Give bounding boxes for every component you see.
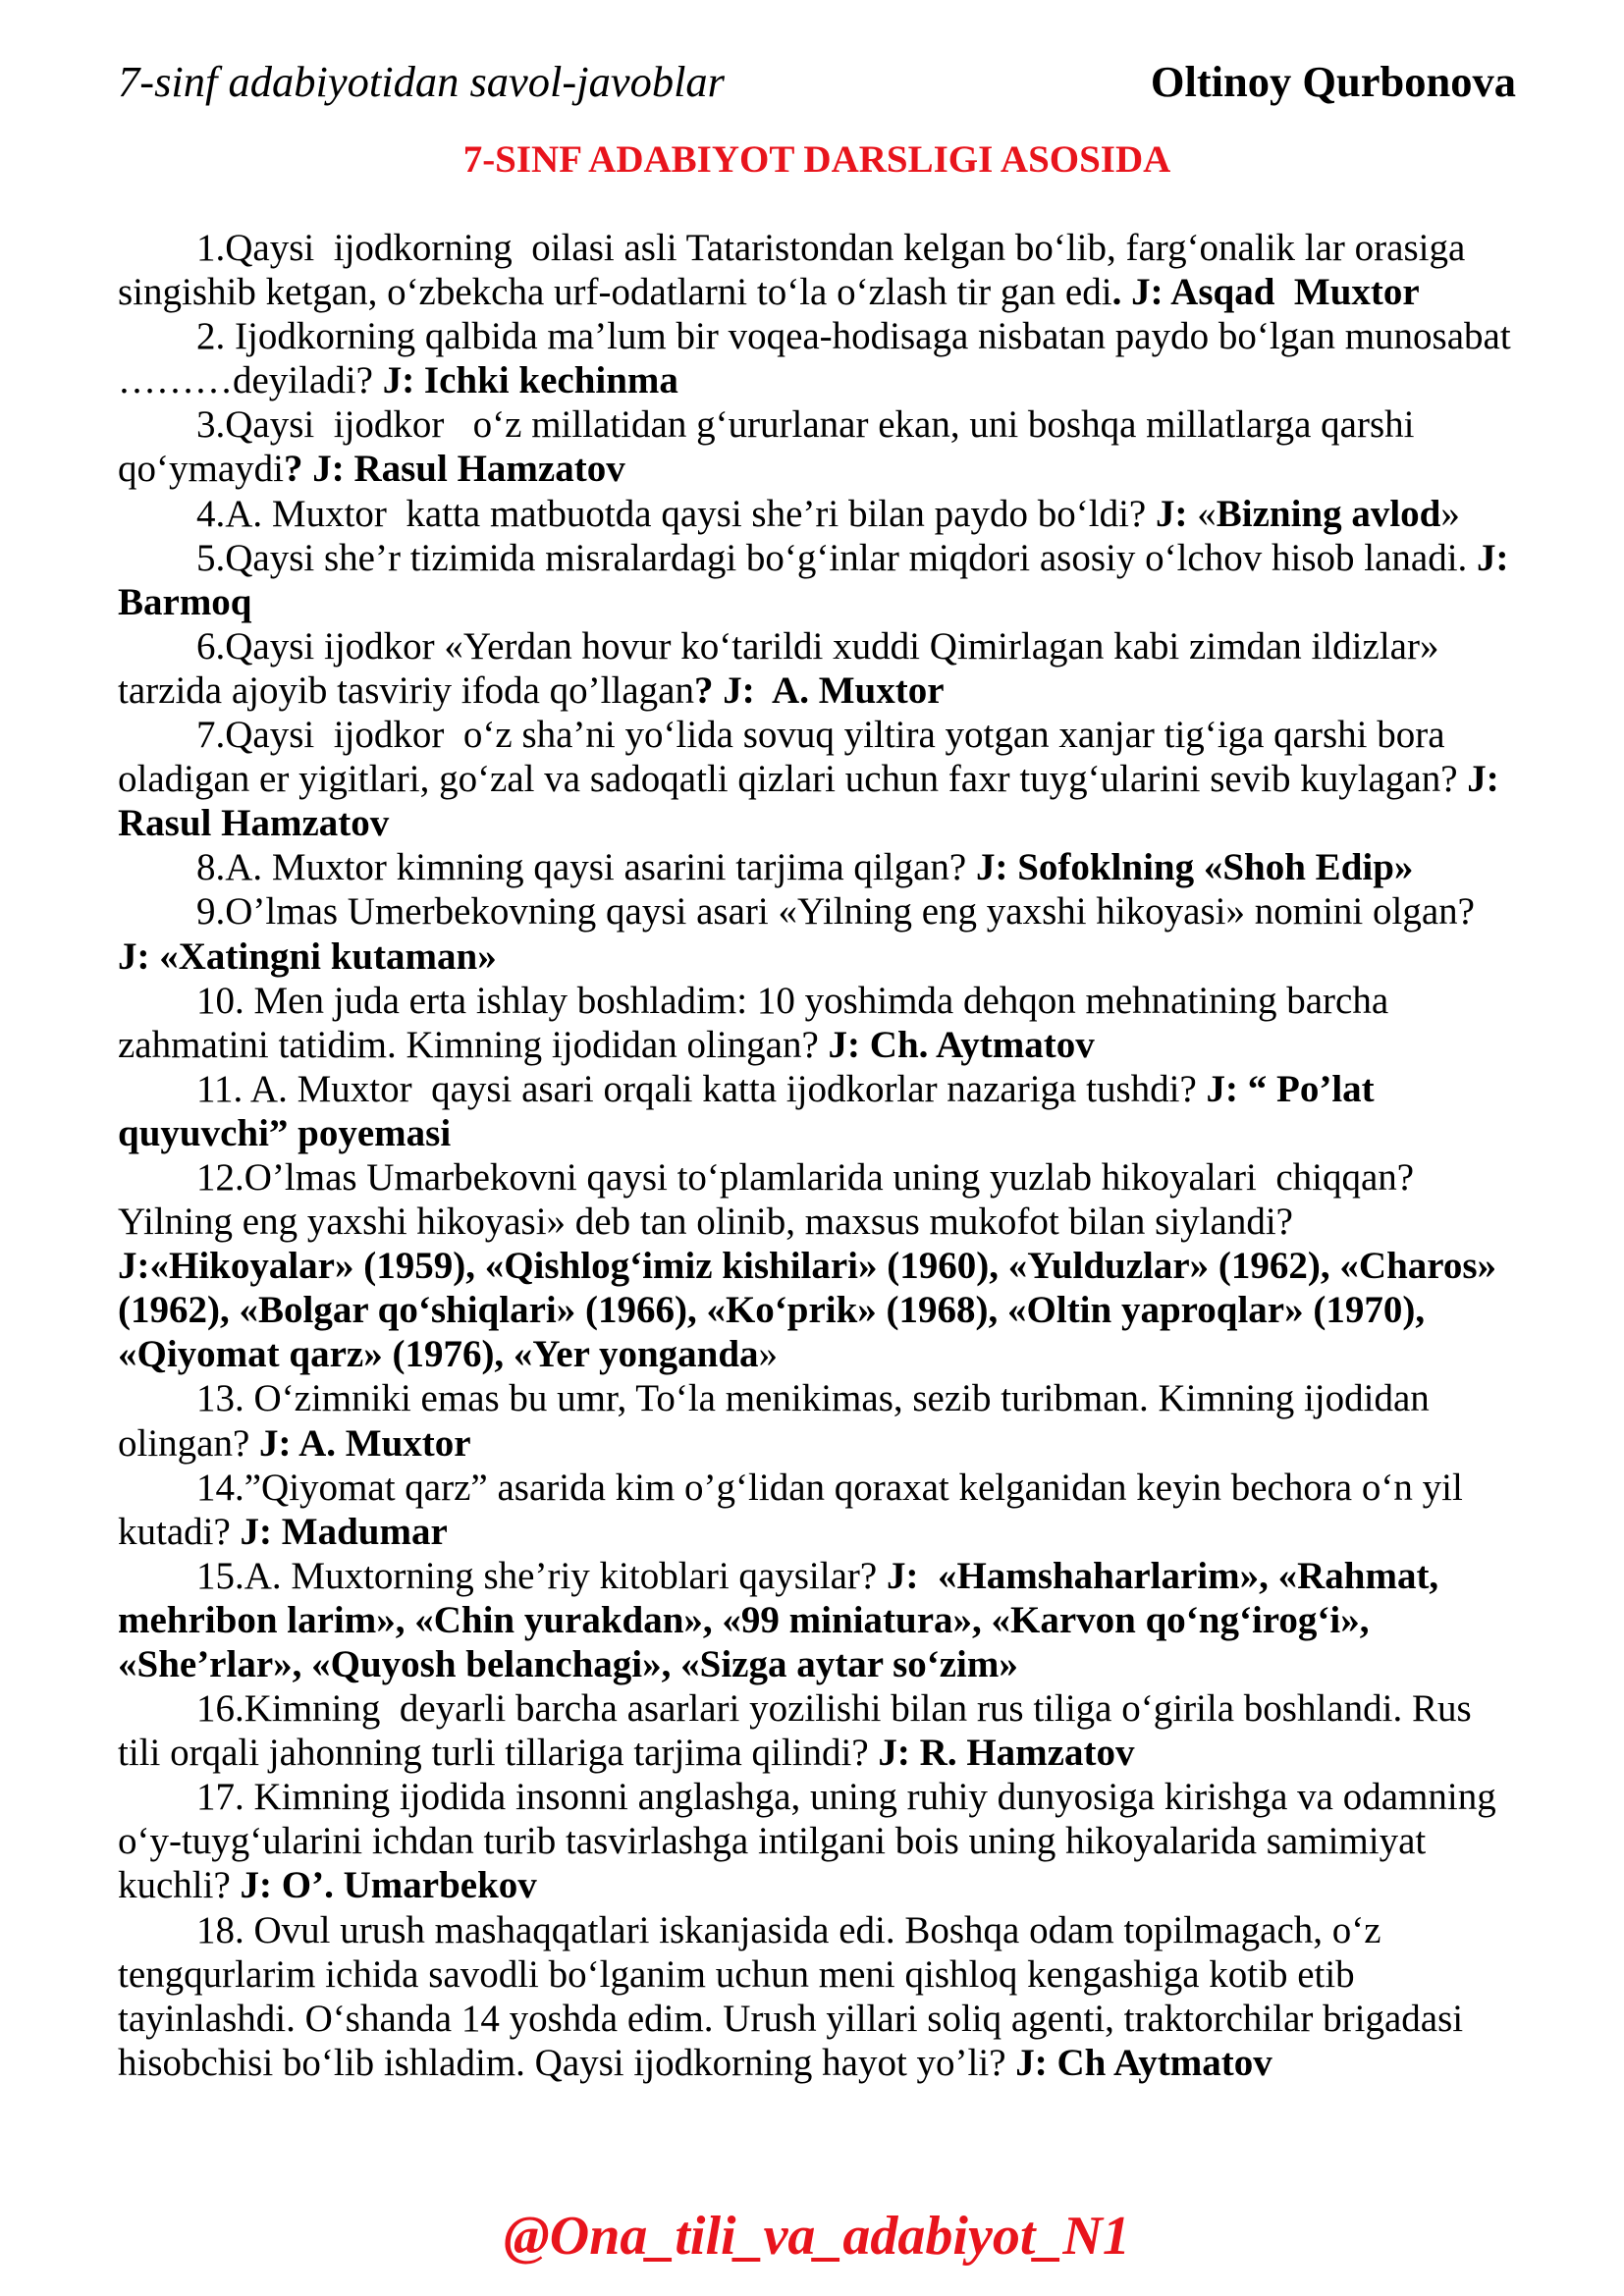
answer-text: Bizning avlod [1216,492,1441,535]
answer-text: mehribon larim», «Chin yurakdan», «99 miniatura», «Karvon qo‘ng‘irog‘i», [118,1598,1370,1641]
answer-text: quyuvchi” poyemasi [118,1111,452,1154]
question-line [118,845,1516,889]
question-line [118,1466,1516,1510]
question-line [118,1686,1516,1731]
question-line [118,1731,1516,1775]
answer-text: J: Ichki kechinma [382,359,678,402]
answer-text: J: Sofoklning «Shoh Edip» [975,846,1414,889]
question-line [118,1863,1516,1907]
question-item [118,536,1516,624]
question-item [118,402,1516,491]
question-text: 1.Qaysi ijodkorning oilasi asli Tataristondan kelgan bo‘lib, farg‘onalik lar orasiga [196,227,1466,269]
question-text: o‘y-tuyg‘ularini ichdan turib tasvirlashga intilgani bois uning hikoyalarida samimiyat [118,1820,1427,1863]
question-line [118,1244,1516,1288]
question-text: 11. A. Muxtor qaysi asari orqali katta ijodkorlar nazariga tushdi? [196,1067,1207,1110]
question-line [118,1775,1516,1819]
question-text: 4.A. Muxtor katta matbuotda qaysi she’ri bilan paydo bo‘ldi? [196,492,1156,535]
question-text: zahmatini tatidim. Kimning ijodidan olingan? [118,1023,829,1066]
question-line [118,447,1516,491]
question-text: hisobchisi bo‘lib ishladim. Qaysi ijodkorning hayot yo’li? [118,2041,1016,2084]
question-line [118,801,1516,845]
question-line [118,402,1516,447]
question-text: 17. Kimning ijodida insonni anglashga, uning ruhiy dunyosiga kirishga va odamning [196,1776,1496,1819]
question-line [118,1554,1516,1598]
question-item [118,624,1516,713]
question-text: 3.Qaysi ijodkor o‘z millatidan g‘ururlanar ekan, uni boshqa millatlarga qarshi [196,403,1415,447]
question-line [118,1332,1516,1376]
answer-text: J: [1155,492,1198,535]
question-line [118,713,1516,757]
question-item [118,889,1516,978]
question-item [118,1466,1516,1554]
question-text: 14.”Qiyomat qarz” asarida kim o’g‘lidan qoraxat kelganidan keyin bechora o‘n yil [196,1466,1463,1509]
question-line [118,226,1516,270]
question-text: tili orqali jahonning turli tillariga tarjima qilindi? [118,1732,879,1775]
question-text: kutadi? [118,1510,241,1553]
question-line [118,314,1516,358]
question-line [118,934,1516,979]
question-text: tayinlashdi. O‘shanda 14 yoshda edim. Urush yillari soliq agenti, traktorchilar brigadasi [118,1997,1464,2040]
question-text: 18. Ovul urush mashaqqatlari iskanjasida edi. Boshqa odam topilmagach, o‘z [196,1908,1381,1951]
question-line [118,2041,1516,2085]
question-line [118,1819,1516,1863]
question-line [118,1200,1516,1244]
question-text: 15.A. Muxtorning she’riy kitoblari qaysilar? [196,1554,887,1597]
question-line [118,624,1516,668]
question-item [118,1775,1516,1907]
answer-text: (1962), «Bolgar qo‘shiqlari» (1966), «Ko‘prik» (1968), «Oltin yaproqlar» (1970), [118,1289,1426,1332]
answer-text: J: [1467,758,1499,801]
question-line [118,270,1516,314]
question-item [118,845,1516,889]
question-line [118,1997,1516,2041]
answer-text: J: A. Muxtor [259,1421,471,1465]
question-text: olingan? [118,1421,260,1465]
answer-text: ? J: Rasul Hamzatov [283,448,625,491]
question-item [118,1686,1516,1775]
question-line [118,1023,1516,1067]
question-line [118,668,1516,713]
question-item [118,1376,1516,1465]
question-text: oladigan er yigitlari, go‘zal va sadoqatli qizlari uchun faxr tuyg‘ularini sevib kuylagan? [118,758,1468,801]
question-line [118,1376,1516,1420]
header-subject: 7-sinf adabiyotidan savol-javoblar [118,57,726,106]
question-text: 12.O’lmas Umarbekovni qaysi to‘plamlarida uning yuzlab hikoyalari chiqqan? [196,1155,1415,1199]
question-text: tengqurlarim ichida savodli bo‘lganim uchun meni qishloq kengashiga kotib etib [118,1952,1355,1996]
answer-text: J: «Xatingni kutaman» [118,934,497,978]
question-item [118,1155,1516,1376]
question-text: 13. O‘zimniki emas bu umr, To‘la menikimas, sezib turibman. Kimning ijodidan [196,1377,1430,1420]
question-text: 2. Ijodkorning qalbida ma’lum bir voqea-hodisaga nisbatan paydo bo‘lgan munosabat [196,315,1511,358]
question-text: singishib ketgan, o‘zbekcha urf-odatlarni to‘la o‘zlash tir gan edi [118,271,1112,314]
answer-text: J: O’. Umarbekov [240,1864,537,1907]
question-text: kuchli? [118,1864,241,1907]
answer-text: J: Ch Aytmatov [1015,2041,1272,2084]
question-text: 9.O’lmas Umerbekovning qaysi asari «Yilning eng yaxshi hikoyasi» nomini olgan? [196,890,1475,934]
question-line [118,1421,1516,1466]
question-item [118,713,1516,845]
question-text: » [1440,492,1460,535]
question-line [118,1111,1516,1155]
question-line [118,1952,1516,1997]
question-text: » [758,1333,779,1376]
question-text: 16.Kimning deyarli barcha asarlari yozilishi bilan rus tiliga o‘girila boshlandi. Rus [196,1687,1472,1731]
answer-text: ? J: A. Muxtor [693,668,945,712]
question-text: Yilning eng yaxshi hikoyasi» deb tan olinib, maxsus mukofot bilan siylandi? [118,1201,1293,1244]
question-line [118,358,1516,402]
question-list [118,226,1516,2085]
question-line [118,1510,1516,1554]
question-item [118,314,1516,402]
question-text: « [1197,492,1217,535]
question-line [118,1642,1516,1686]
footer-channel-handle: @Ona_tili_va_adabiyot_N1 [504,2206,1130,2267]
question-line [118,1155,1516,1200]
question-line [118,1288,1516,1332]
question-item [118,226,1516,314]
question-line [118,1067,1516,1111]
answer-text: J: «Hamshaharlarim», «Rahmat, [886,1554,1439,1597]
header-author: Oltinoy Qurbonova [1150,57,1516,106]
question-text: 5.Qaysi she’r tizimida misralardagi bo‘g‘inlar miqdori asosiy o‘lchov hisob lanadi. [196,536,1478,579]
answer-text: Rasul Hamzatov [118,802,390,845]
question-line [118,889,1516,934]
answer-text: J: Madumar [240,1510,448,1553]
question-item [118,1554,1516,1686]
page-title: 7-SINF ADABIYOT DARSLIGI ASOSIDA [462,138,1171,181]
answer-text: J: [1477,536,1509,579]
question-line [118,580,1516,624]
question-item [118,979,1516,1067]
answer-text: J: “ Po’lat [1206,1067,1375,1110]
answer-text: J:«Hikoyalar» (1959), «Qishlog‘imiz kishilari» (1960), «Yulduzlar» (1962), «Charos» [118,1245,1497,1288]
answer-text: Barmoq [118,580,252,623]
question-line [118,1598,1516,1642]
question-text: tarzida ajoyib tasviriy ifoda qo’llagan [118,668,694,712]
question-text: 6.Qaysi ijodkor «Yerdan hovur ko‘tarildi xuddi Qimirlagan kabi zimdan ildizlar» [196,624,1439,667]
question-text: 8.A. Muxtor kimning qaysi asarini tarjima qilgan? [196,846,976,889]
question-text: 7.Qaysi ijodkor o‘z sha’ni yo‘lida sovuq yiltira yotgan xanjar tig‘iga qarshi bora [196,714,1445,757]
question-line [118,536,1516,580]
question-line [118,492,1516,536]
question-item [118,1908,1516,2085]
answer-text: «She’rlar», «Quyosh belanchagi», «Sizga aytar so‘zim» [118,1643,1018,1685]
question-line [118,757,1516,801]
answer-text: J: Ch. Aytmatov [828,1023,1095,1066]
question-line [118,979,1516,1023]
question-text: qo‘ymaydi [118,448,284,491]
question-text: 10. Men juda erta ishlay boshladim: 10 yoshimda dehqon mehnatining barcha [196,979,1389,1022]
question-line [118,1908,1516,1952]
question-item [118,492,1516,536]
question-item [118,1067,1516,1155]
question-text: ………deyiladi? [118,359,383,402]
answer-text: «Qiyomat qarz» (1976), «Yer yonganda [118,1333,759,1376]
answer-text: J: R. Hamzatov [878,1732,1135,1775]
answer-text: . J: Asqad Muxtor [1111,271,1420,314]
